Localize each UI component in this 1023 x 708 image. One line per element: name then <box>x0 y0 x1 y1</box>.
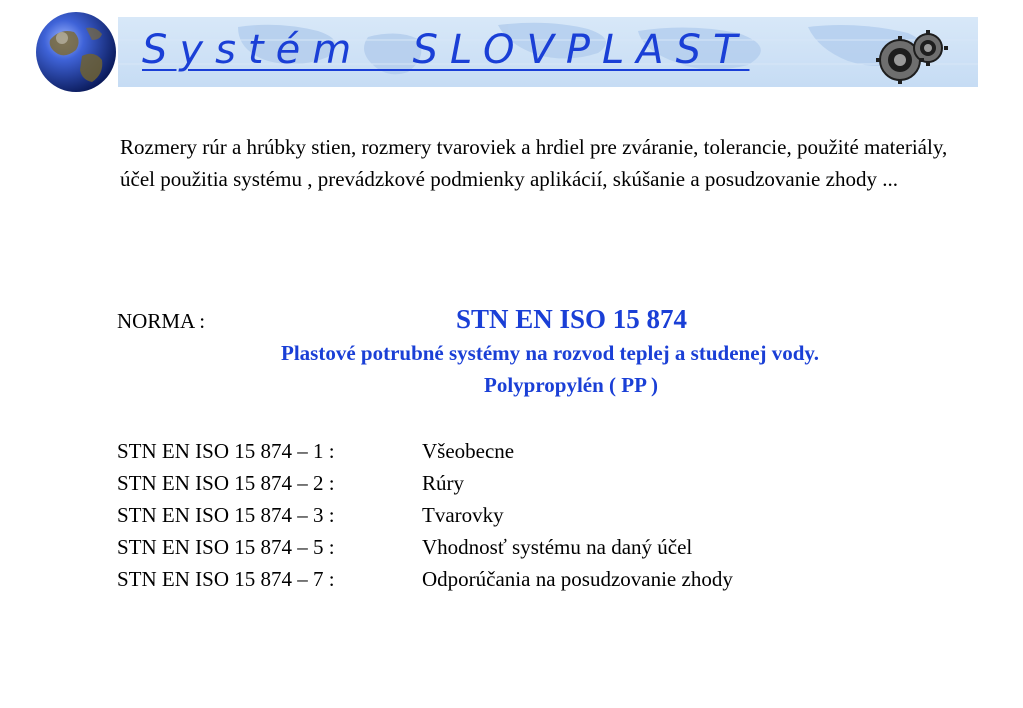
gears-icon <box>874 28 950 86</box>
list-item <box>117 531 733 563</box>
part-name: Tvarovky <box>422 503 504 527</box>
intro-text: Rozmery rúr a hrúbky stien, rozmery tvaroviek a hrdiel pre zváranie, tolerancie, použité materiály, účel použitia systému , prevádzkové podmienky aplikácií, skúšanie a posudzovanie zhody ... <box>120 135 948 191</box>
standard-material: Polypropylén ( PP ) <box>484 373 659 397</box>
list-item <box>117 499 733 531</box>
part-name: Vhodnosť systému na daný účel <box>422 535 693 559</box>
part-name: Rúry <box>422 471 464 495</box>
parts-list <box>117 435 733 595</box>
standard-subtitle: Plastové potrubné systémy na rozvod teplej a studenej vody. <box>281 341 820 365</box>
part-name: Všeobecne <box>422 439 515 463</box>
list-item <box>117 563 733 595</box>
list-item <box>117 467 733 499</box>
list-item <box>117 435 733 467</box>
part-code: STN EN ISO 15 874 – 5 : <box>117 535 335 559</box>
norma-label: NORMA : <box>117 309 206 333</box>
part-code: STN EN ISO 15 874 – 3 : <box>117 503 335 527</box>
globe-icon <box>30 10 122 94</box>
page-title: Systém SLOVPLAST <box>142 27 750 73</box>
header <box>0 0 1023 100</box>
part-name: Odporúčania na posudzovanie zhody <box>422 567 733 591</box>
part-code: STN EN ISO 15 874 – 7 : <box>117 567 335 591</box>
part-code: STN EN ISO 15 874 – 1 : <box>117 439 335 463</box>
part-code: STN EN ISO 15 874 – 2 : <box>117 471 335 495</box>
standard-title: STN EN ISO 15 874 <box>456 304 688 334</box>
